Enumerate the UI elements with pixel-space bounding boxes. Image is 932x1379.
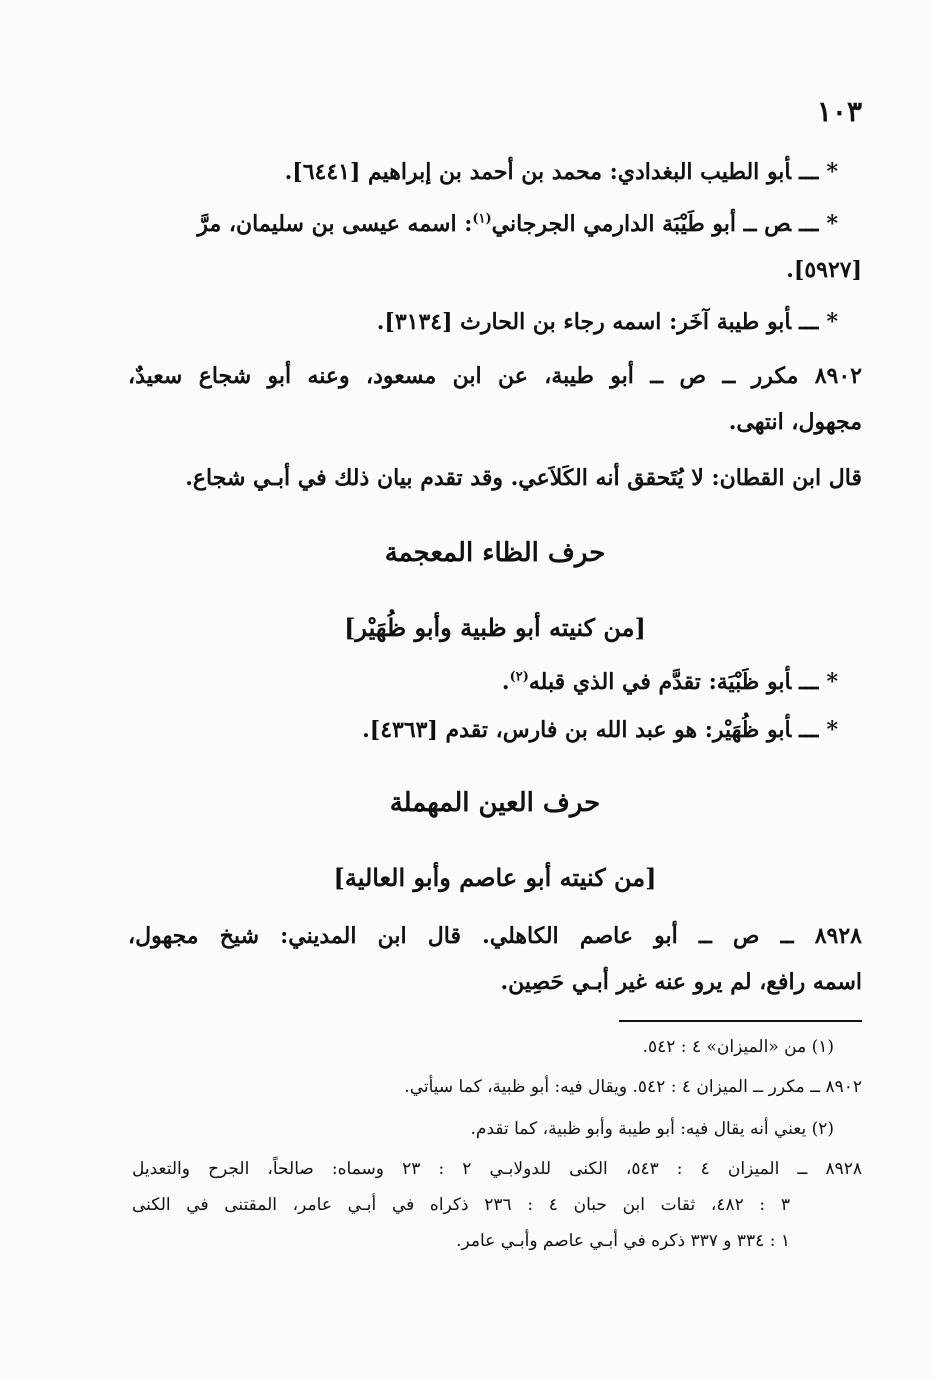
asterisk-icon: * (826, 717, 838, 743)
entry-text-cont: : اسمه عيسى بن سليمان، مرَّ (197, 211, 473, 237)
footnote-ref[interactable]: (٢) (509, 669, 529, 685)
entry-8902-line1: ٨٩٠٢ مكرر ــ ص ــ أبو طيبة، عن ابن مسعود، وعنه أبو شجاع سعيدٌ، (128, 363, 862, 389)
entry-abu-tayba-darimi-cont: [٥٩٢٧]. (786, 257, 862, 283)
entry-text: أبو ظَبْيَة: تقدَّم في الذي قبله (528, 669, 792, 695)
dash: ـــ (799, 309, 819, 335)
dash: ـــ (799, 211, 819, 237)
footnote-separator (619, 1020, 862, 1022)
page-number: ١٠٣ (816, 95, 862, 128)
entry-abu-zabya (502, 662, 838, 702)
heading-letter-ain: حرف العين المهملة (389, 788, 601, 818)
entry-text: أبو الطيب البغدادي: محمد بن أحمد بن إبراهيم [٦٤٤١]. (284, 159, 792, 185)
entry-text: أبو ظُهَيْر: هو عبد الله بن فارس، تقدم [٤٣٦٣]. (362, 717, 792, 743)
dash: ـــ (799, 159, 819, 185)
footnote-1: (١) من «الميزان» ٤ : ٥٤٢. (642, 1037, 834, 1057)
footnote-2: (٢) يعني أنه يقال فيه: أبو طيبة وأبو ظبية، كما تقدم. (470, 1119, 834, 1139)
footnote-8928-line2: ٣ : ٤٨٢، ثقات ابن حبان ٤ : ٢٣٦ ذكراه في أبـي عامر، المقتنى في الكنى (132, 1195, 790, 1215)
entry-text-end: . (501, 669, 510, 695)
dash: ـــ (799, 717, 819, 743)
footnote-8928-line3: ١ : ٣٣٤ و ٣٣٧ ذكره في أبـي عاصم وأبـي عامر. (456, 1231, 790, 1251)
entry-8902-line2: مجهول، انتهى. (728, 409, 862, 435)
entry-text: أبو طيبة آخَر: اسمه رجاء بن الحارث [٣١٣٤]. (376, 309, 792, 335)
footnote-8902: ٨٩٠٢ ــ مكرر ــ الميزان ٤ : ٥٤٢. ويقال فيه: أبو ظبية، كما سيأتي. (404, 1077, 862, 1097)
entry-abu-al-tayyib (285, 152, 838, 192)
asterisk-icon: * (826, 669, 838, 695)
ibn-al-qattan-note: قال ابن القطان: لا يُتَحقق أنه الكَلاَعي. وقد تقدم بيان ذلك في أبـي شجاع. (185, 465, 862, 491)
subheading-ain-kunya: [من كنيته أبو عاصم وأبو العالية] (333, 863, 657, 892)
subheading-zaa-kunya: [من كنيته أبو ظبية وأبو ظُهَيْر] (344, 613, 646, 642)
footnote-8928-line1: ٨٩٢٨ ــ الميزان ٤ : ٥٤٣، الكنى للدولابـي ٢ : ٢٣ وسماه: صالحاً، الجرح والتعديل (132, 1159, 862, 1179)
footnote-ref[interactable]: (١) (472, 211, 492, 227)
entry-8928-line1: ٨٩٢٨ ــ ص ــ أبو عاصم الكاهلي. قال ابن المديني: شيخ مجهول، (128, 923, 862, 949)
entry-abu-zuhair (362, 710, 838, 750)
entry-abu-tayba-darimi (197, 204, 838, 244)
asterisk-icon: * (826, 211, 838, 237)
entry-abu-tayba-other (377, 302, 838, 342)
entry-text: ص ــ أبو طَيْبَة الدارمي الجرجاني (491, 211, 792, 237)
asterisk-icon: * (826, 159, 838, 185)
asterisk-icon: * (826, 309, 838, 335)
entry-8928-line2: اسمه رافع، لم يرو عنه غير أبـي حَصِين. (500, 969, 862, 995)
page (128, 92, 862, 1352)
dash: ـــ (799, 669, 819, 695)
heading-letter-zaa: حرف الظاء المعجمة (384, 538, 606, 568)
